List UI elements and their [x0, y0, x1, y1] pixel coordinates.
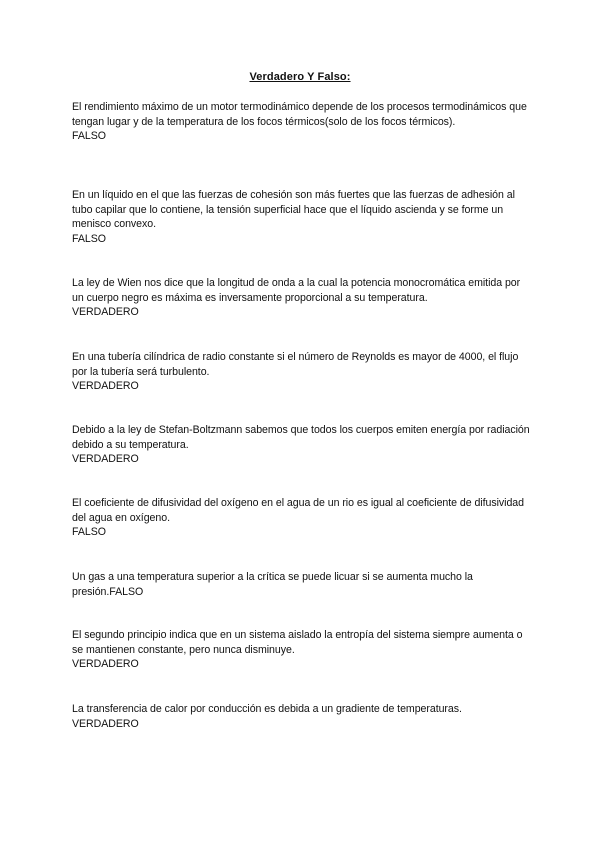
- answer-text: VERDADERO: [72, 380, 139, 393]
- question-text: Un gas a una temperatura superior a la crítica se puede licuar si se aumenta mucho la presión.FALSO: [72, 571, 473, 598]
- answer-text: VERDADERO: [72, 717, 139, 730]
- page-title: Verdadero Y Falso:: [249, 71, 351, 83]
- answer-text: FALSO: [72, 526, 106, 539]
- question-text: La transferencia de calor por conducción es debida a un gradiente de temperaturas.: [72, 703, 462, 715]
- question-text: El coeficiente de difusividad del oxígeno en el agua de un rio es igual al coeficiente de difusividad del agua en oxígeno.: [72, 497, 524, 524]
- question-item-9: [72, 702, 532, 731]
- answer-text: FALSO: [72, 130, 106, 143]
- question-item-5: [72, 423, 532, 467]
- question-text: En un líquido en el que las fuerzas de cohesión son más fuertes que las fuerzas de adhesión al tubo capilar que lo contiene, la tensión superficial hace que el líquido ascienda y se forme un menisco convexo.: [72, 189, 515, 231]
- answer-text: FALSO: [72, 232, 106, 245]
- question-item-4: [72, 350, 532, 394]
- question-text: Debido a la ley de Stefan-Boltzmann sabemos que todos los cuerpos emiten energía por radiación debido a su temperatura.: [72, 424, 530, 451]
- question-text: En una tubería cilíndrica de radio constante si el número de Reynolds es mayor de 4000, el flujo por la tubería será turbulento.: [72, 351, 519, 378]
- question-text: El rendimiento máximo de un motor termodinámico depende de los procesos termodinámicos que tengan lugar y de la temperatura de los focos térmicos(solo de los focos térmicos).: [72, 101, 527, 128]
- question-item-3: [72, 276, 532, 320]
- answer-text: VERDADERO: [72, 658, 139, 671]
- question-text: El segundo principio indica que en un sistema aislado la entropía del sistema siempre aumenta o se mantienen constante, pero nunca disminuye.: [72, 629, 523, 656]
- answer-text: VERDADERO: [72, 306, 139, 319]
- question-item-1: [72, 100, 532, 144]
- question-item-2: [72, 188, 532, 246]
- question-item-7: [72, 570, 532, 599]
- question-item-8: [72, 628, 532, 672]
- question-item-6: [72, 496, 532, 540]
- question-text: La ley de Wien nos dice que la longitud de onda a la cual la potencia monocromática emitida por un cuerpo negro es máxima es inversamente proporcional a su temperatura.: [72, 277, 521, 304]
- answer-text: VERDADERO: [72, 453, 139, 466]
